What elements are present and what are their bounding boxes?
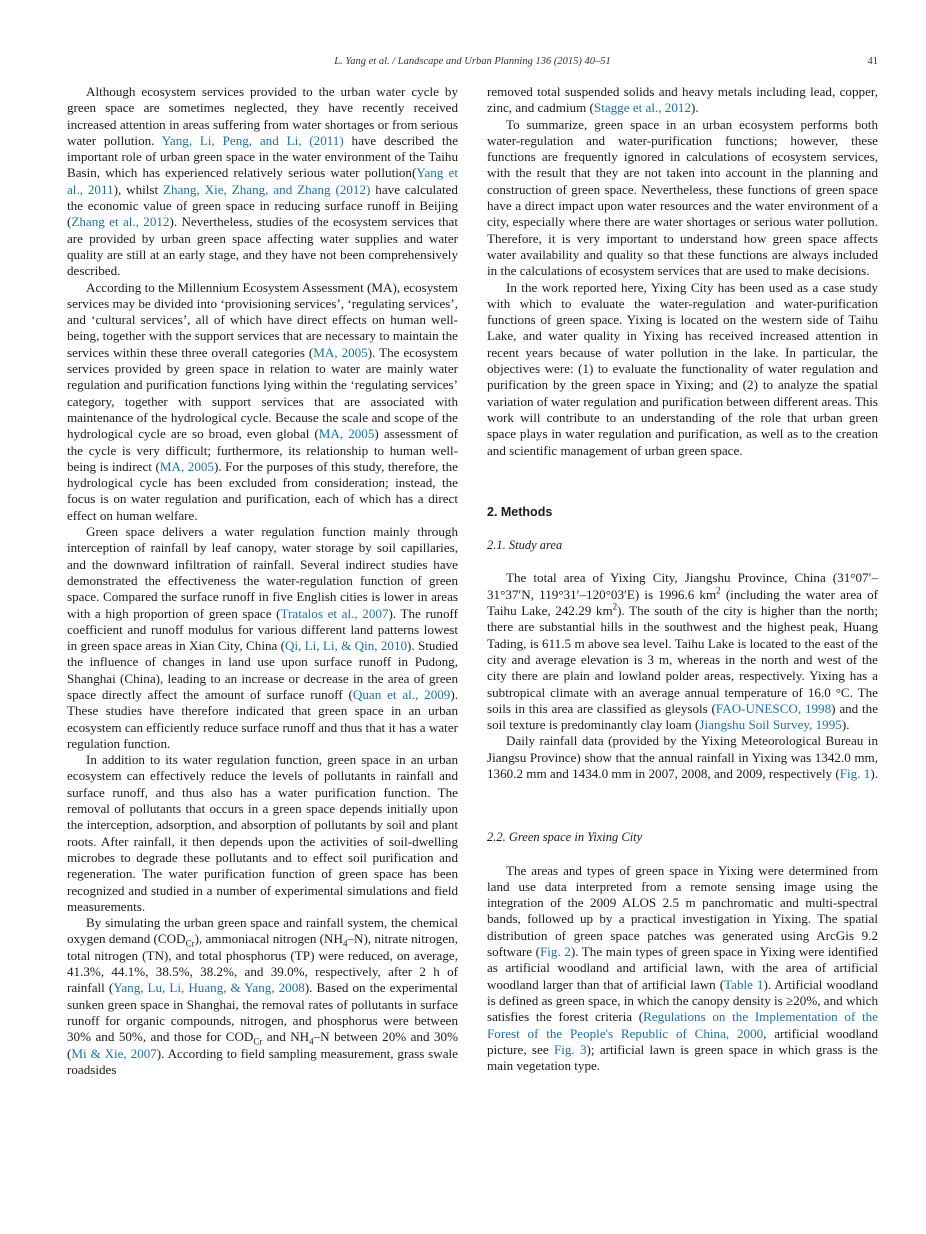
paragraph: The total area of Yixing City, Jiangshu Province, China (31°07′–31°37′N, 119°31′–120°03′E) is 1996.6 $km^2$ (including the water area of Taihu Lake, 242.29 $km^2$). The south of the city is higher than the north; there are substantial hills in the southwest and the highest peak, Huang Tading, is 611.5 m above sea level. Taihu Lake is located to the east of the city and average elevation is 3 m, whereas in the north and west of the city there are plain and lowland polder areas, respectively. Yixing has a subtropical climate with an average annual temperature of 16.0 °C. The soils in this area are classified as gleysols (FAO-UNESCO, 1998) and the soil texture is predominantly clay loam (Jiangshu Soil Survey, 1995). (487, 570, 879, 733)
paragraph: Daily rainfall data (provided by the Yixing Meteorological Bureau in Jiangsu Province) show that the annual rainfall in Yixing was 1342.0 mm, 1360.2 mm and 1434.0 mm in 2007, 2008, and 2009, respectively (Fig. 1). (487, 733, 878, 781)
paragraph: In addition to its water regulation function, green space in an urban ecosystem can effectively reduce the levels of pollutants in rainfall and surface runoff, and thus also has a water purification function. The removal of pollutants that occurs in a green space depends initially upon the interception, adsorption, and absorption of pollutants by soil and plant roots. After rainfall, it then depends upon the activities of soil-dwelling microbes to degrade these pollutants and to effect soil purification and regeneration. The water purification function of green space has been recognized and studied in a number of experimental simulations and field measurements. (67, 752, 458, 914)
citation-link[interactable]: Stagge et al., 2012 (593, 100, 691, 116)
citation-link[interactable]: Yang et al., 2011 (67, 165, 458, 197)
subsection-heading: 2.1. Study area (487, 538, 563, 553)
citation-link[interactable]: MA, 2005 (159, 458, 214, 474)
figure-link[interactable]: Fig. 2 (540, 944, 571, 960)
paragraph: The areas and types of green space in Yixing were determined from land use data interpreted from a remote sensing image using the integration of the 2009 ALOS 2.5 m panchromatic and multi-spectral bands, followed up by a practical investigation in Yixing. The spatial distribution of green space patches was generated using ArcGis 9.2 software (Fig. 2). The main types of green space in Yixing were identified as artificial woodland and artificial lawn, with the area of artificial woodland larger than that of artificial lawn (Table 1). Artificial woodland is defined as green space, in which the canopy density is ≥20%, and which satisfies the forest criteria (Regulations on the Implementation of the Forest of the People's Republic of China, 2000, artificial woodland picture, see Fig. 3); artificial lawn is green space in which grass is the main vegetation type. (487, 862, 879, 1074)
paragraph: Although ecosystem services provided to the urban water cycle by green space are sometimes neglected, they have recently received increased attention in areas suffering from water shortages or from serious water pollution. Yang, Li, Peng, and Li, (2011) have described the important role of urban green space in the water environment of the Taihu Basin, which has experienced relatively serious water pollution(Yang et al., 2011), whilst Zhang, Xie, Zhang, and Zhang (2012) have calculated the economic value of green space in reducing surface runoff in Beijing (Zhang et al., 2012). Nevertheless, studies of the ecosystem services that are provided by urban green space affecting water supplies and water quality are still at an early stage, and they have not been comprehensively described. (67, 84, 459, 279)
citation-link[interactable]: MA, 2005 (318, 426, 375, 442)
running-title: L. Yang et al. / Landscape and Urban Planning 136 (2015) 40–51 (334, 56, 611, 67)
citation-link[interactable]: Yang, Li, Peng, and Li, (2011) (161, 132, 344, 148)
citation-link[interactable]: Quan et al., 2009 (352, 686, 451, 702)
citation-link[interactable]: Regulations on the Implementation of the Forest of the People's Republic of China, 2000 (487, 1009, 878, 1041)
citation-link[interactable]: FAO-UNESCO, 1998 (715, 700, 832, 716)
citation-link[interactable]: Zhang et al., 2012 (71, 214, 170, 230)
citation-link[interactable]: Mi & Xie, 2007 (71, 1045, 157, 1061)
paragraph: According to the Millennium Ecosystem Assessment (MA), ecosystem services may be divided into ‘provisioning services’, ‘regulating services’, and ‘cultural services’, all of which have direct effects on human well-being, together with the support services that are necessary to maintain the services within these three overall categories (MA, 2005). The ecosystem services provided by green space in relation to water are mainly water regulation and purification functions lying within the ‘regulating services’ category, together with support services that are associated with maintenance of the hydrological cycle. Because the scale and scope of the hydrological cycle are so broad, even global (MA, 2005) assessment of the cycle is very difficult; furthermore, its relationship to human well-being is indirect (MA, 2005). For the purposes of this study, therefore, the hydrological cycle has been excluded from consideration; instead, the focus is on water regulation and purification, each of which has a direct effect on human welfare. (67, 279, 458, 523)
paragraph: removed total suspended solids and heavy metals including lead, copper, zinc, and cadmium (Stagge et al., 2012). (487, 84, 878, 116)
citation-link[interactable]: MA, 2005 (313, 344, 368, 360)
page-number: 41 (867, 56, 878, 67)
citation-link[interactable]: Jiangshu Soil Survey, 1995 (699, 717, 842, 733)
paragraph: Green space delivers a water regulation function mainly through interception of rainfall by leaf canopy, water storage by soil capillaries, and the downward infiltration of rainfall. Several indirect studies have demonstrated the effectiveness the water-regulation function of green space. Compared the surface runoff in five English cities is lower in areas with a high proportion of green space (Tratalos et al., 2007). The runoff coefficient and runoff modulus for various different land patterns lowest in green space areas in Xian City, China (Qi, Li, Li, & Qin, 2010). Studied the influence of changes in land use upon surface runoff in Pudong, Shanghai (China), leading to an increase or decrease in the area of green space directly affect the amount of surface runoff (Quan et al., 2009). These studies have therefore indicated that green space in an urban ecosystem can efficiently reduce surface runoff and thus that it has a water regulation function. (67, 524, 459, 751)
figure-link[interactable]: Fig. 1 (839, 765, 871, 781)
citation-link[interactable]: Qi, Li, Li, & Qin, 2010 (285, 638, 408, 654)
figure-link[interactable]: Fig. 3 (553, 1041, 587, 1057)
section-heading: 2. Methods (487, 504, 553, 519)
paragraph: In the work reported here, Yixing City has been used as a case study with which to evaluate the water-regulation and water-purification functions of green space. Yixing is located on the western side of Taihu Lake, and water quality in Yixing has received increased attention in recent years because of water pollution in the lake. In particular, the objectives were: (1) to evaluate the functionality of water regulation and purification by the green space in Yixing; and (2) to analyze the spatial variation of water regulation and purification between different areas. This work will contribute to an understanding of the role that urban green space plays in water regulation and purification, as well as to the creation and scientific management of urban green space. (487, 279, 878, 458)
running-header (67, 56, 878, 72)
paragraph: To summarize, green space in an urban ecosystem performs both water-regulation and water-purification functions; however, these functions are frequently ignored in calculations of ecosystem services, with the result that they are not taken into account in the planning and construction of green space. Nevertheless, these functions of green space have a direct impact upon water resources and the water environment of a city, especially where there are water shortages or serious water pollution. Therefore, it is very important to understand how green space affects water availability and quality so that these functions are always included in the calculations of ecosystem services that are used to make decisions. (487, 116, 878, 279)
citation-link[interactable]: Yang, Lu, Li, Huang, & Yang, 2008 (113, 980, 305, 996)
citation-link[interactable]: Tratalos et al., 2007 (280, 605, 389, 621)
subsection-heading: 2.2. Green space in Yixing City (487, 830, 643, 845)
left-column (67, 84, 458, 1078)
right-column (487, 84, 878, 1074)
paragraph: By simulating the urban green space and rainfall system, the chemical oxygen demand $(COD_{Cr})$, ammoniacal nitrogen $(NH_4-N)$, nitrate nitrogen, total nitrogen (TN), and total phosphorus (TP) were reduced, on average, 41.3%, 44.1%, 38.5%, 38.2%, and 39.0%, respectively, after 2 h of rainfall (Yang, Lu, Li, Huang, & Yang, 2008). Based on the experimental sunken green space in Shanghai, the removal rates of pollutants in surface runoff for organic compounds, nitrogen, and phosphorus were between 30% and 50%, and those for $COD_{Cr}$ and $NH_4-N$ between 20% and 30% (Mi & Xie, 2007). According to field sampling measurement, grass swale roadsides (67, 915, 458, 1077)
table-link[interactable]: Table 1 (724, 976, 764, 992)
citation-link[interactable]: Zhang, Xie, Zhang, and Zhang (2012) (163, 181, 371, 197)
